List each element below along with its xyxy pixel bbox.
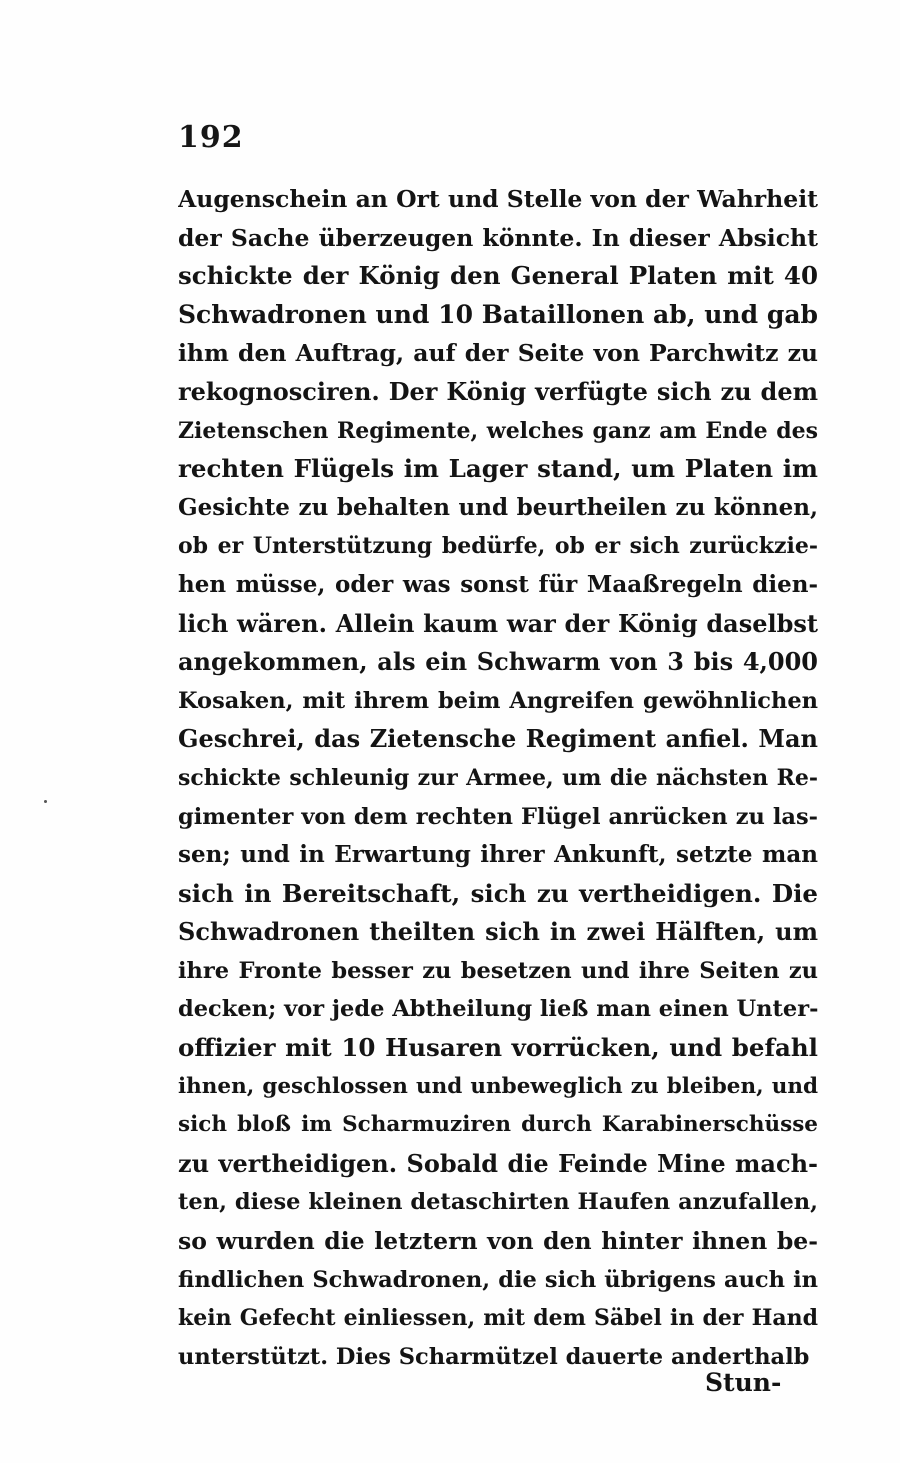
text-line: Kosaken, mit ihrem beim Angreifen gewöhnlichen <box>178 687 818 714</box>
text-line: findlichen Schwadronen, die sich übrigens auch in <box>178 1266 818 1293</box>
text-line: Gesichte zu behalten und beurtheilen zu können, <box>178 493 818 521</box>
text-line: sich in Bereitschaft, sich zu vertheidigen. Die <box>178 878 818 908</box>
text-line: Geschrei, das Zietensche Regiment anfiel. Man <box>178 724 818 754</box>
text-line: angekommen, als ein Schwarm von 3 bis 4,000 <box>178 647 818 677</box>
text-line: ob er Unterstützung bedürfe, ob er sich zurückzie- <box>178 533 818 560</box>
text-line: unterstützt. Dies Scharmützel dauerte anderthalb <box>178 1343 810 1370</box>
text-line: Zietenschen Regimente, welches ganz am Ende des <box>178 417 818 444</box>
text-line: rekognosciren. Der König verfügte sich zu dem <box>178 376 818 406</box>
text-line: kein Gefecht einliessen, mit dem Säbel in der Hand <box>178 1305 818 1332</box>
text-line: Augenschein an Ort und Stelle von der Wahrheit <box>178 185 818 213</box>
text-line: sen; und in Erwartung ihrer Ankunft, setzte man <box>178 841 818 869</box>
text-line: Schwadronen theilten sich in zwei Hälften, um <box>178 917 818 947</box>
text-line: der Sache überzeugen könnte. In dieser Absicht <box>178 223 818 252</box>
text-line: so wurden die letztern von den hinter ihnen be- <box>178 1227 818 1256</box>
text-line: lich wären. Allein kaum war der König daselbst <box>178 608 818 638</box>
catchword: Stun- <box>705 1368 782 1397</box>
text-line: rechten Flügels im Lager stand, um Platen im <box>178 454 818 484</box>
text-line: offizier mit 10 Husaren vorrücken, und befahl <box>178 1033 818 1063</box>
text-line: zu vertheidigen. Sobald die Feinde Mine mach- <box>178 1148 818 1178</box>
text-line: Schwadronen und 10 Bataillonen ab, und gab <box>178 299 818 329</box>
text-line: ten, diese kleinen detaschirten Haufen anzufallen, <box>178 1189 818 1216</box>
body-text <box>178 180 818 1376</box>
text-line: gimenter von dem rechten Flügel anrücken zu las- <box>178 803 818 830</box>
text-line: hen müsse, oder was sonst für Maaßregeln dien- <box>178 570 818 598</box>
text-line: decken; vor jede Abtheilung ließ man einen Unter- <box>178 996 818 1023</box>
text-line: ihre Fronte besser zu besetzen und ihre Seiten zu <box>178 957 818 984</box>
text-line: schickte schleunig zur Armee, um die nächsten Re- <box>178 764 818 791</box>
text-line: schickte der König den General Platen mit 40 <box>178 261 818 291</box>
page-number: 192 <box>178 120 244 155</box>
paper-speck <box>44 800 47 803</box>
text-line: sich bloß im Scharmuziren durch Karabinerschüsse <box>178 1112 818 1138</box>
text-line: ihm den Auftrag, auf der Seite von Parchwitz zu <box>178 339 818 368</box>
text-line: ihnen, geschlossen und unbeweglich zu bleiben, und <box>178 1073 818 1099</box>
